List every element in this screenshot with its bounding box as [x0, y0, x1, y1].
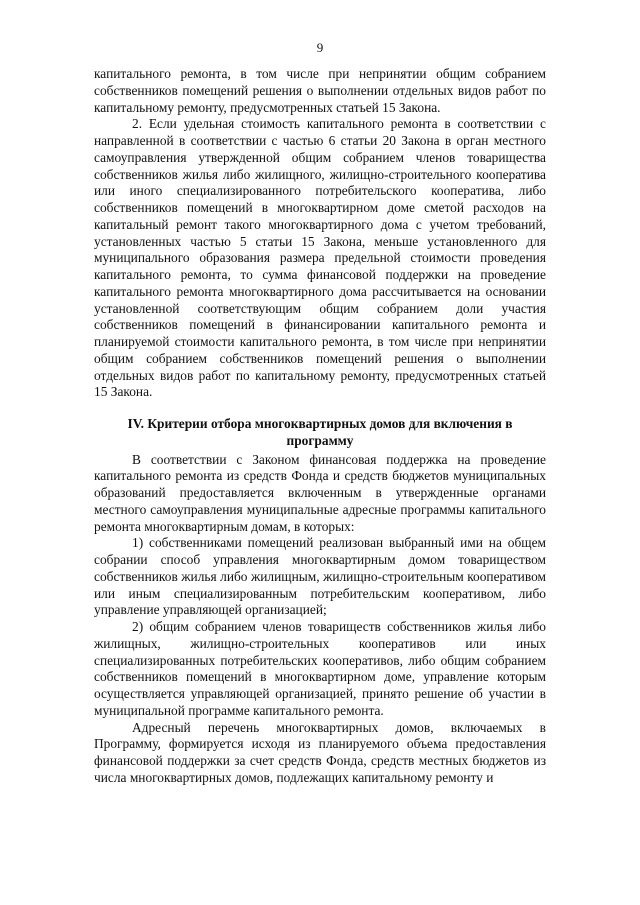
- paragraph-continuation: капитального ремонта, в том числе при непринятии общим собранием собственников помещений решения о выполнении отдельных видов работ по капитальному ремонту, предусмотренных статьей 15 Закона.: [94, 66, 546, 115]
- paragraph-address-list: Адресный перечень многоквартирных домов, включаемых в Программу, формируется исходя из планируемого объема предоставления финансовой поддержки за счет средств Фонда, средств местных бюджетов из числа многоквартирных домов, подлежащих капитальному ремонту и: [94, 719, 546, 785]
- document-page: [94, 40, 546, 787]
- paragraph-criteria-intro: В соответствии с Законом финансовая поддержка на проведение капитального ремонта из средств Фонда и средств бюджетов муниципальных образований предоставляется включенным в утвержденные органами местного самоуправления муниципальные адресные программы капитального ремонта многоквартирным домам, в которых:: [94, 451, 546, 534]
- paragraph-item-2: 2. Если удельная стоимость капитального ремонта в соответствии с направленной в соответствии с частью 6 статьи 20 Закона в орган местного самоуправления утвержденной общим собранием членов товарищества собственников жилья либо жилищного, жилищно-строительного кооператива или иного специализированного потребительского кооператива, либо собственников помещений в многоквартирном доме сметой расходов на капитальный ремонт такого многоквартирного дома с учетом требований, установленных частью 5 статьи 15 Закона, меньше установленного для муниципального образования размера предельной стоимости проведения капитального ремонта, то сумма финансовой поддержки на проведение капитального ремонта многоквартирного дома рассчитывается на основании установленной соответствующим общим собранием доли участия собственников помещений в финансировании капитального ремонта и планируемой стоимости капитального ремонта, в том числе при непринятии общим собранием собственников помещений решения о выполнении отдельных видов работ по капитальному ремонту, предусмотренных статьей 15 Закона.: [94, 116, 546, 400]
- paragraph-criterion-1: 1) собственниками помещений реализован выбранный ими на общем собрании способ управления многоквартирным домом товариществом собственников жилья либо жилищным, жилищно-строительным кооперативом или иным специализированным потребительским кооперативом, либо управление управляющей организацией;: [94, 535, 546, 618]
- page-number: 9: [316, 40, 324, 55]
- paragraph-criterion-2: 2) общим собранием членов товариществ собственников жилья либо жилищных, жилищно-строительных кооперативов или иных специализированных потребительских кооперативов, либо общим собранием собственников помещений в многоквартирном доме, управление которым осуществляется управляющей организацией, принято решение об участии в муниципальной программе капитального ремонта.: [94, 619, 546, 718]
- section-heading-line-2: программу: [286, 432, 354, 448]
- section-heading-line-1: IV. Критерии отбора многоквартирных домов для включения в: [127, 416, 513, 431]
- section-spacer: [94, 401, 546, 416]
- section-heading: [94, 416, 546, 450]
